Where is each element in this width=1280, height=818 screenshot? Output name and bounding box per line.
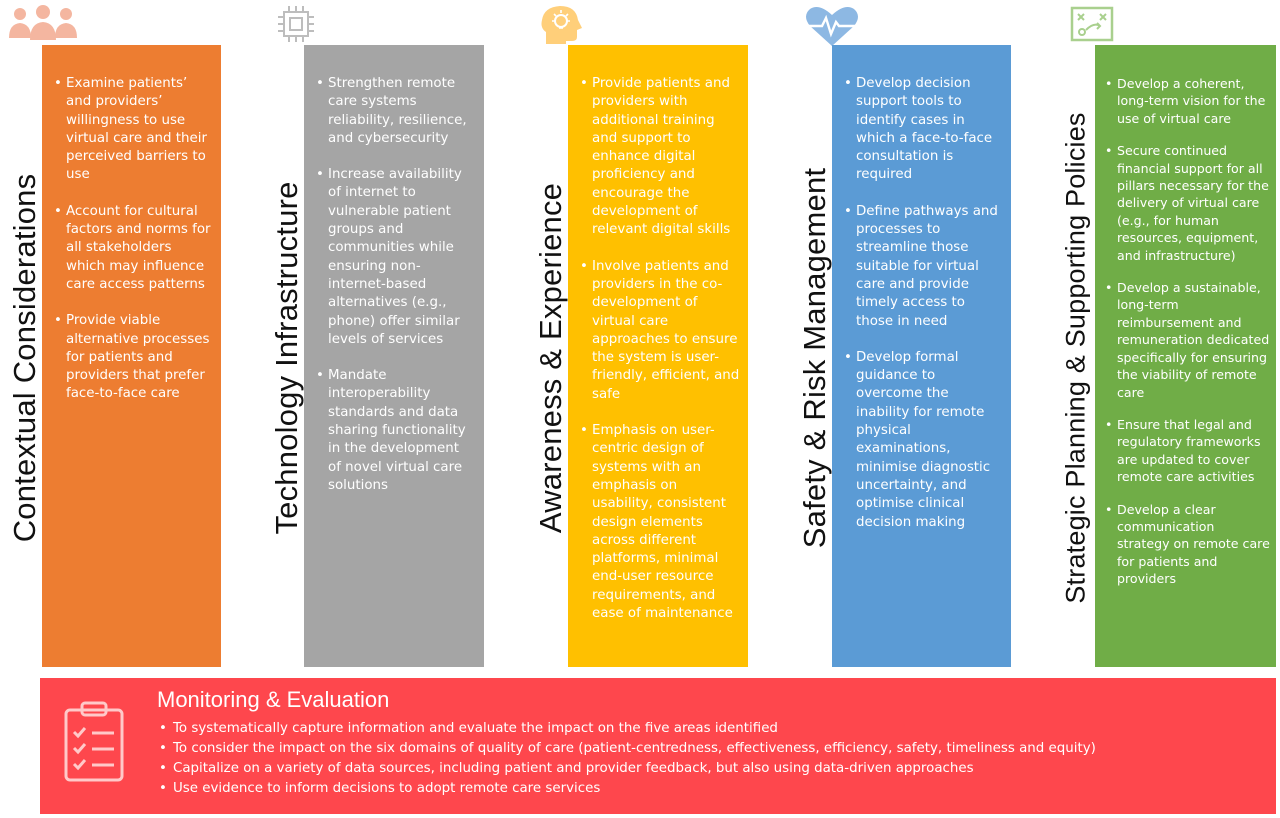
list-item: • Provide viable alternative processes for patients and providers that prefer face-to-face care bbox=[54, 312, 213, 403]
list-item: • To consider the impact on the six domains of quality of care (patient-centredness, effectiveness, efficiency, safety, timeliness and equity) bbox=[157, 739, 1096, 759]
clipboard-checklist-icon bbox=[62, 700, 126, 784]
pillar-card-strategic bbox=[1095, 45, 1276, 667]
pillar-card-contextual bbox=[42, 45, 221, 667]
pillar-card-technology bbox=[304, 45, 484, 667]
icon-frame bbox=[832, 19, 870, 47]
monitoring-banner bbox=[40, 678, 1276, 814]
list-item: • Provide patients and providers with additional training and support to enhance digital proficiency and encourage the development of relevant digital skills bbox=[580, 75, 740, 240]
list-item: • Use evidence to inform decisions to adopt remote care services bbox=[157, 779, 1096, 799]
list-item: • Account for cultural factors and norms for all stakeholders which may influence care access patterns bbox=[54, 203, 213, 294]
pillar-card-safety bbox=[832, 45, 1011, 667]
list-item: • Secure continued financial support for all pillars necessary for the delivery of virtual care (e.g., for human resources, equipment, and infrastructure) bbox=[1105, 142, 1270, 264]
list-item: • Strengthen remote care systems reliability, resilience, and cybersecurity bbox=[316, 75, 476, 148]
icon-frame bbox=[568, 19, 606, 47]
pillar-title-technology: Technology Infrastructure bbox=[269, 180, 304, 535]
list-item: • Ensure that legal and regulatory frameworks are updated to cover remote care activities bbox=[1105, 416, 1270, 486]
pillar-title-awareness: Awareness & Experience bbox=[533, 182, 568, 533]
pillar-card-awareness bbox=[568, 45, 748, 667]
pillar-title-strategic: Strategic Planning & Supporting Policies bbox=[1060, 111, 1091, 604]
list-item: • Develop a clear communication strategy on remote care for patients and providers bbox=[1105, 501, 1270, 588]
list-item: • Examine patients’ and providers’ willingness to use virtual care and their perceived barriers to use bbox=[54, 75, 213, 185]
icon-frame bbox=[42, 19, 80, 47]
list-item: • To systematically capture information and evaluate the impact on the five areas identified bbox=[157, 719, 1096, 739]
monitoring-title: Monitoring & Evaluation bbox=[157, 687, 390, 712]
list-item: • Develop decision support tools to identify cases in which a face-to-face consultation is required bbox=[844, 75, 1003, 185]
list-item: • Develop a sustainable, long-term reimbursement and remuneration dedicated specifically for ensuring the viability of remote care bbox=[1105, 279, 1270, 401]
list-item: • Capitalize on a variety of data sources, including patient and provider feedback, but also using data-driven approaches bbox=[157, 759, 1096, 779]
pillar-title-safety: Safety & Risk Management bbox=[797, 167, 832, 548]
list-item: • Develop formal guidance to overcome the inability for remote physical examinations, minimise diagnostic uncertainty, and optimise clinical decision making bbox=[844, 349, 1003, 532]
list-item: • Increase availability of internet to vulnerable patient groups and communities while ensuring non-internet-based alternatives (e.g., phone) offer similar levels of services bbox=[316, 166, 476, 349]
icon-frame bbox=[1095, 19, 1133, 47]
list-item: • Mandate interoperability standards and data sharing functionality in the development of novel virtual care solutions bbox=[316, 367, 476, 495]
icon-frame bbox=[304, 19, 342, 47]
list-item: • Emphasis on user-centric design of systems with an emphasis on usability, consistent design elements across different platforms, minimal end-user resource requirements, and ease of maintenance bbox=[580, 422, 740, 623]
pillar-title-contextual: Contextual Considerations bbox=[7, 173, 42, 542]
list-item: • Define pathways and processes to streamline those suitable for virtual care and provide timely access to those in need bbox=[844, 203, 1003, 331]
list-item: • Involve patients and providers in the co-development of virtual care approaches to ensure the system is user-friendly, efficient, and safe bbox=[580, 258, 740, 404]
list-item: • Develop a coherent, long-term vision for the use of virtual care bbox=[1105, 75, 1270, 127]
